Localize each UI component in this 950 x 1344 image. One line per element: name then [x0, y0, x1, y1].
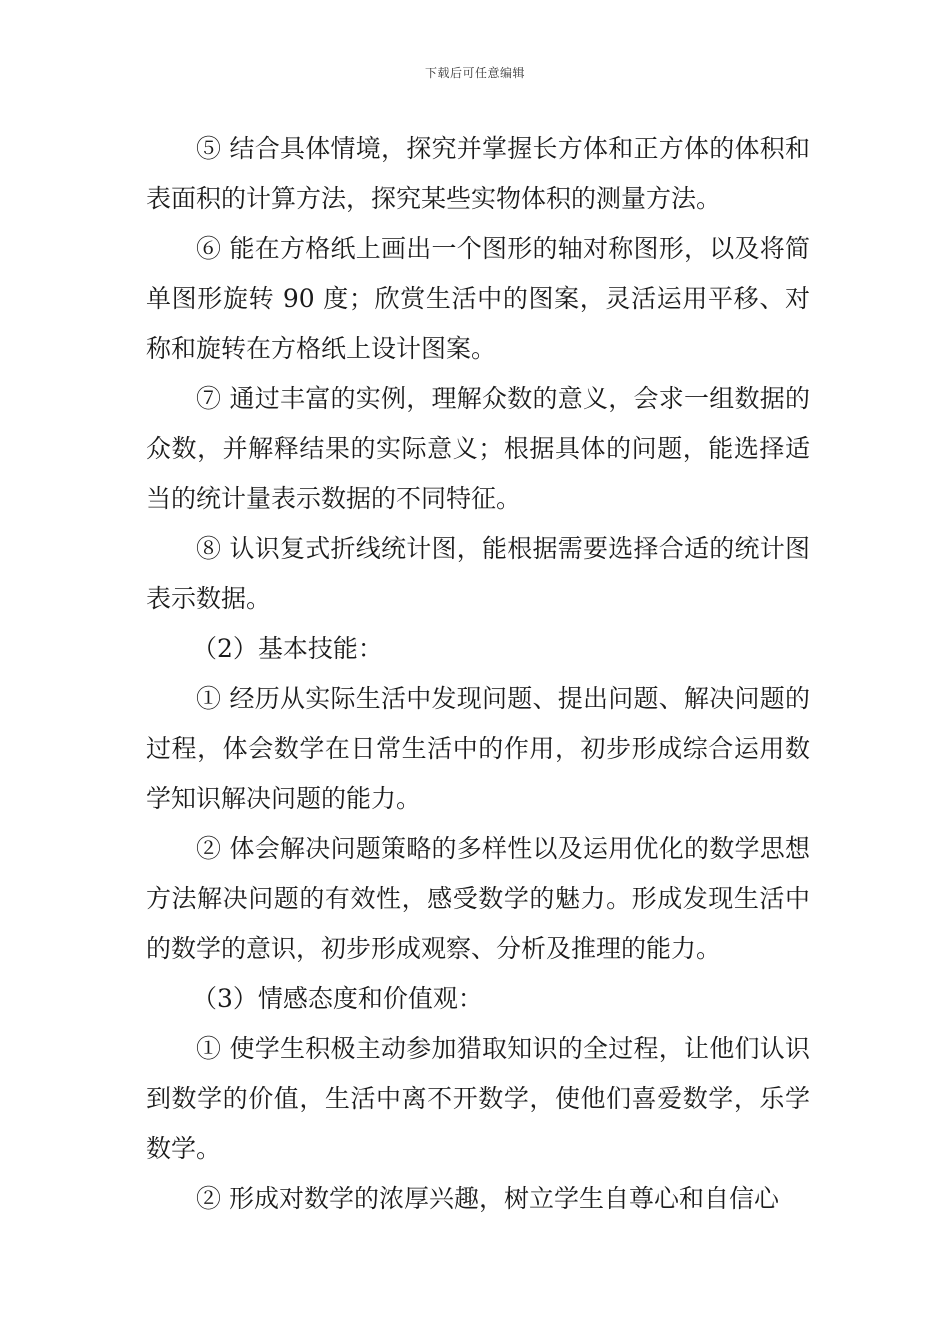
paragraph-item-8: ⑧ 认识复式折线统计图，能根据需要选择合适的统计图表示数据。: [146, 534, 810, 613]
paragraph-item-6: ⑥ 能在方格纸上画出一个图形的轴对称图形，以及将简单图形旋转 90 度；欣赏生活中的图案，灵活运用平移、对称和旋转在方格纸上设计图案。: [146, 234, 810, 363]
section-heading-basic-skills: （2）基本技能：: [192, 634, 383, 663]
paragraph-attitude-1: ① 使学生积极主动参加猎取知识的全过程，让他们认识到数学的价值，生活中离不开数学，使他们喜爱数学，乐学数学。: [146, 1034, 810, 1163]
document-body: [146, 124, 810, 1224]
paragraph-skill-2: ② 体会解决问题策略的多样性以及运用优化的数学思想方法解决问题的有效性，感受数学的魅力。形成发现生活中的数学的意识，初步形成观察、分析及推理的能力。: [146, 834, 810, 963]
paragraph-item-5: ⑤ 结合具体情境，探究并掌握长方体和正方体的体积和表面积的计算方法，探究某些实物体积的测量方法。: [146, 134, 810, 213]
paragraph-skill-1: ① 经历从实际生活中发现问题、提出问题、解决问题的过程，体会数学在日常生活中的作用，初步形成综合运用数学知识解决问题的能力。: [146, 684, 810, 813]
paragraph-item-7: ⑦ 通过丰富的实例，理解众数的意义，会求一组数据的众数，并解释结果的实际意义；根据具体的问题，能选择适当的统计量表示数据的不同特征。: [146, 384, 810, 513]
paragraph-attitude-2: ② 形成对数学的浓厚兴趣，树立学生自尊心和自信心: [196, 1184, 779, 1213]
section-heading-attitude-values: （3）情感态度和价值观：: [192, 984, 483, 1013]
page-header: 下载后可任意编辑: [424, 66, 525, 80]
